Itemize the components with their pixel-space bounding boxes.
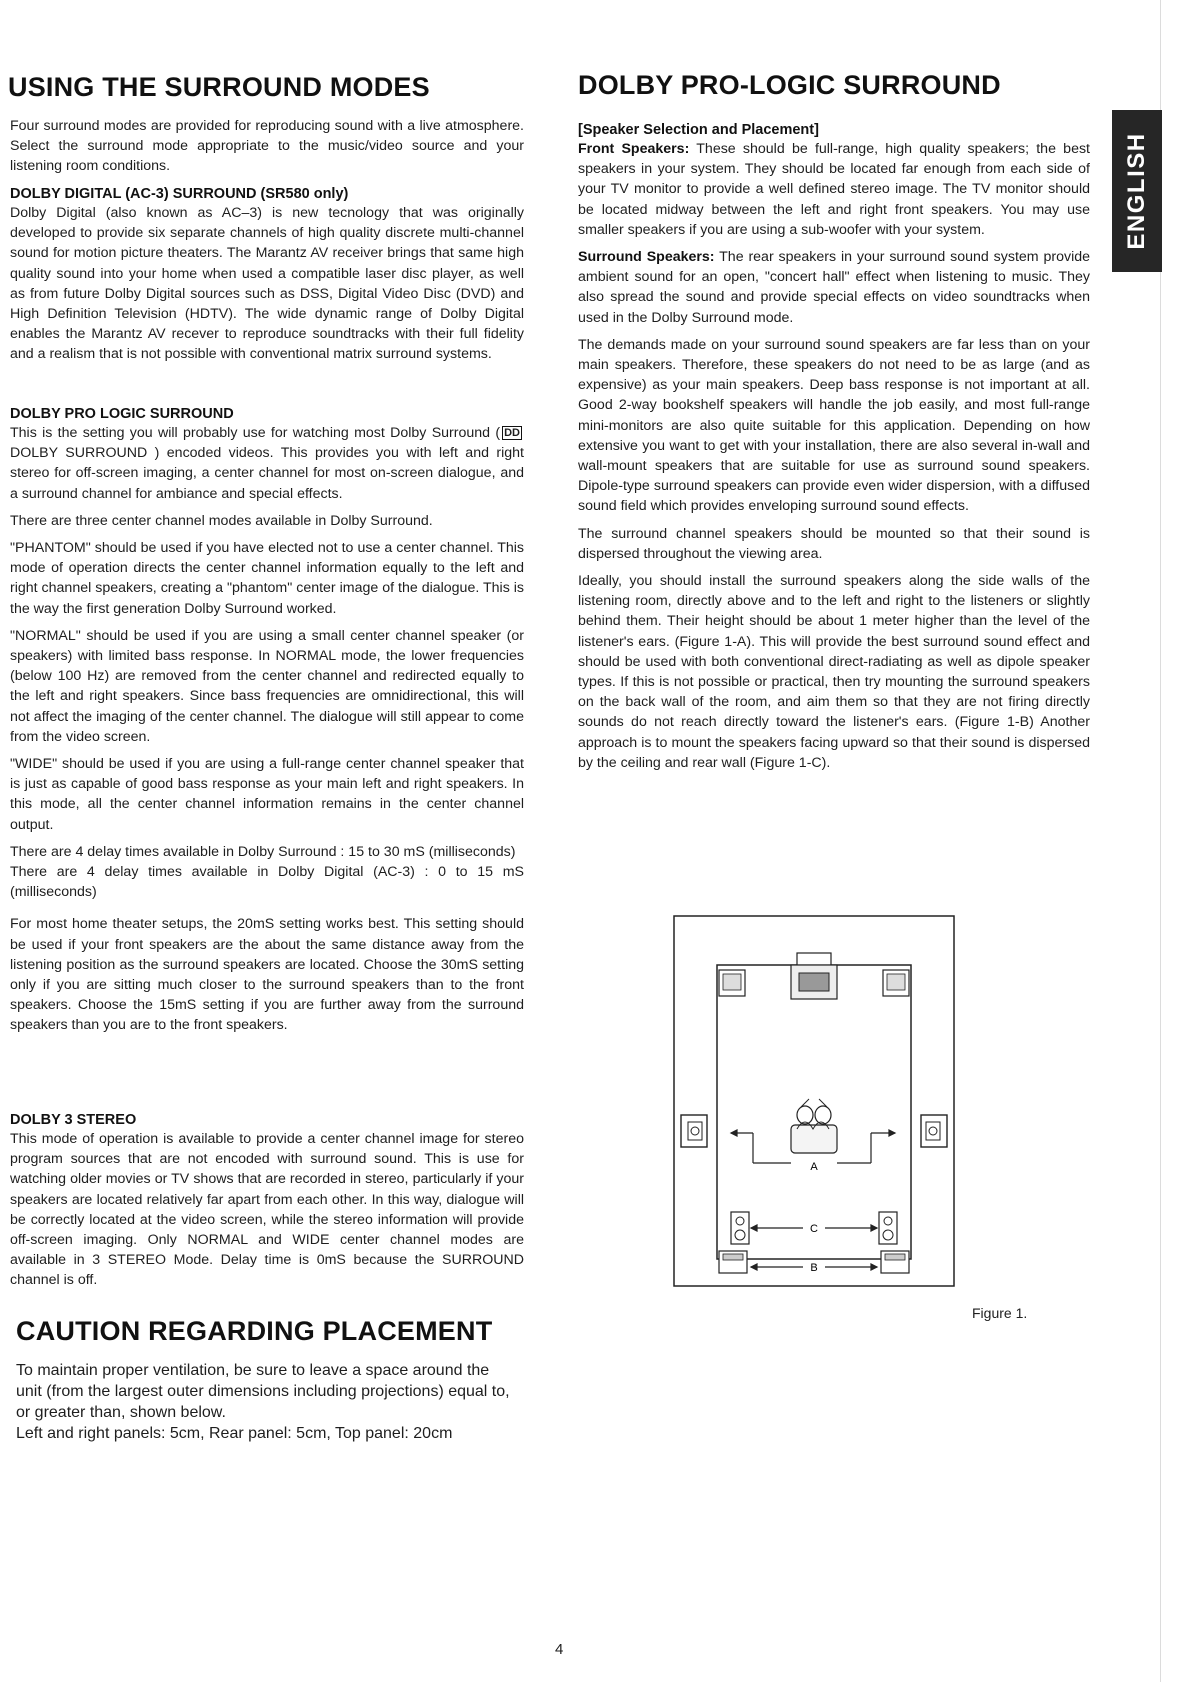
surround-speakers-lead: Surround Speakers: <box>578 249 715 266</box>
three-stereo-heading: DOLBY 3 STEREO <box>10 1112 137 1128</box>
front-left-speaker-icon <box>719 970 745 996</box>
surround-modes-title: USING THE SURROUND MODES <box>8 72 430 102</box>
caution-title: CAUTION REGARDING PLACEMENT <box>16 1316 493 1346</box>
figure-label-c: C <box>810 1223 818 1235</box>
ideal-placement-text: Ideally, you should install the surround speakers along the side walls of the listening room, directly above and to the left and right to the listeners or slightly behind them. Their height should be about 1 meter higher than the level of the listener's ears. (Figure 1-A). This will provide the best surround sound effect and should be used with both conventional direct-radiating as well as dipole speaker types. If this is not possible or practical, then try mounting the surround speakers on the back wall of the room, and aim them so that they are not firing directly sounds do not reach directly toward the listener's ears. (Figure 1-B) Another approach is to mount the speakers facing upward so that their sound is dispersed by the ceiling and rear wall (Figure 1-C). <box>578 573 1090 771</box>
delay-advice-text: For most home theater setups, the 20mS setting works best. This setting should be used if your front speakers are the about the same distance away from the listening position as the surround speakers are located. Choose the 30mS setting only if you are sitting much closer to the surround speakers than to the front speakers. Choose the 15mS setting if you are further away from the surround speakers than you are to the front speakers. <box>10 916 524 1034</box>
listener-icon <box>791 1099 837 1153</box>
three-stereo-text: This mode of operation is available to provide a center channel image for stereo program sources that are not encoded with surround sound. This is use for watching older movies or TV shows that are recorded in stereo, particularly if your speakers are located relatively far apart from each other. In this way, dialogue will be correctly located at the video screen, while the stereo information will provide off-screen imaging. Only NORMAL and WIDE center channel modes are available in 3 STEREO Mode. Delay time is 0mS because the SURROUND channel is off. <box>10 1131 524 1289</box>
front-speakers-body: These should be full-range, high quality speakers; the best speakers in your system. They should be located far enough from each side of your TV monitor to provide a well defined stereo image. The TV monitor should be located midway between the left and right front speakers. You may use smaller speakers if you are using a sub-woofer with your system. <box>578 141 1091 238</box>
dolby-digital-heading: DOLBY DIGITAL (AC-3) SURROUND (SR580 only) <box>10 186 349 202</box>
side-left-surround-speaker-icon <box>681 1115 707 1147</box>
speaker-placement-svg <box>673 915 955 1287</box>
upward-speaker-left-icon <box>719 1251 747 1273</box>
rear-wall-speaker-right-icon <box>879 1212 897 1244</box>
pro-logic-page-title: DOLBY PRO-LOGIC SURROUND <box>578 70 1001 100</box>
dolby-digital-text: Dolby Digital (also known as AC–3) is new tecnology that was originally developed to provide six separate channels of high quality discrete multi-channel sound for motion picture theaters. The Marantz AV receiver brings that same high quality sound into your home when used a compatible laser disc player, as well as from future Dolby Digital sources such as DSS, Digital Video Disc (DVD) and High Definition Television (HDTV). The wide dynamic range of Dolby Digital enables the Marantz AV recever to reproduce soundtracks with their full fidelity and a realism that is not possible with conventional matrix surround systems. <box>10 205 524 363</box>
figure-1-speaker-diagram <box>673 915 955 1287</box>
front-speakers-lead: Front Speakers: <box>578 141 690 157</box>
surround-speakers-body: The rear speakers in your surround sound system provide ambient sound for an open, "concert hall" effect when listening to music. They also spread the sound and provide special effects on video soundtracks when used in the Dolby Surround mode. <box>578 249 1090 326</box>
pro-logic-intro <box>10 423 524 504</box>
speaker-selection-heading: [Speaker Selection and Placement] <box>578 122 819 138</box>
rear-wall-speaker-left-icon <box>731 1212 749 1244</box>
normal-text: "NORMAL" should be used if you are using a small center channel speaker (or speakers) with limited bass response. In NORMAL mode, the lower frequencies (below 100 Hz) are removed from the center channel and redirected equally to the left and right speakers. Since bass frequencies are omnidirectional, this will not affect the imaging of the center channel. The dialogue will still appear to come from the video screen. <box>10 627 524 745</box>
center-modes-text: There are three center channel modes available in Dolby Surround. <box>10 512 433 529</box>
delay-digital-text: There are 4 delay times available in Dolby Digital (AC-3) : 0 to 15 mS (milliseconds) <box>10 864 524 901</box>
caution-section <box>16 1360 516 1444</box>
mounting-text: The surround channel speakers should be mounted so that their sound is dispersed throughout the viewing area. <box>578 525 1090 562</box>
caution-text: To maintain proper ventilation, be sure to leave a space around the unit (from the largest outer dimensions including projections) equal to, or greater than, shown below. <box>16 1362 510 1421</box>
three-stereo-section <box>10 1112 524 1298</box>
front-speakers-text <box>578 139 1090 240</box>
wide-text: "WIDE" should be used if you are using a full-range center channel speaker that is just as capable of good bass response as your main left and right speakers. In this mode, all the center channel information remains in the center channel output. <box>10 756 524 833</box>
tv-monitor-icon <box>791 953 837 999</box>
surround-modes-intro: Four surround modes are provided for reproducing sound with a live atmosphere. Select the surround mode appropriate to the music/video source and your listening room conditions. <box>10 118 524 175</box>
demands-text: The demands made on your surround sound speakers are far less than on your main speakers. Therefore, these speakers do not need to be as large (and as expensive) as your main speakers. Deep bass response is not important at all. Good 2-way bookshelf speakers will handle the job easily, and most full-range mini-monitors are also quite suitable for this application. Depending on how extensive you want to get with your installation, there are also several in-wall and wall-mount speakers that are suitable for use as surround sound speakers. Dipole-type surround speakers can provide even wider dispersion, with a diffused sound field which provides enveloping surround sound effects. <box>578 336 1090 515</box>
dolby-digital-section <box>10 186 524 372</box>
front-right-speaker-icon <box>883 970 909 996</box>
speaker-placement-section <box>578 122 1090 780</box>
english-tab-label: ENGLISH <box>1123 132 1150 250</box>
pro-logic-text-b: DOLBY SURROUND ) encoded videos. This provides you with left and right stereo for off-screen imaging, a center channel for most on-screen dialogue, and a surround channel for ambiance and special effects. <box>10 445 524 502</box>
phantom-text: "PHANTOM" should be used if you have elected not to use a center channel. This mode of operation directs the center channel information equally to the left and right channel speakers, creating a "phantom" center image of the dialogue. This is the way the first generation Dolby Surround worked. <box>10 540 524 617</box>
dolby-logo: DD <box>504 427 520 439</box>
caution-dimensions: Left and right panels: 5cm, Rear panel: 5cm, Top panel: 20cm <box>16 1425 453 1442</box>
english-language-tab <box>1112 110 1162 272</box>
side-right-surround-speaker-icon <box>921 1115 947 1147</box>
figure-label-a: A <box>810 1161 818 1173</box>
delay-surround-text: There are 4 delay times available in Dolby Surround : 15 to 30 mS (milliseconds) <box>10 843 516 860</box>
pro-logic-heading: DOLBY PRO LOGIC SURROUND <box>10 406 234 422</box>
surround-speakers-text <box>578 247 1090 328</box>
figure-label-b: B <box>810 1262 818 1274</box>
pro-logic-text-a: This is the setting you will probably use for watching most Dolby Surround ( <box>10 425 501 441</box>
upward-speaker-right-icon <box>881 1251 909 1273</box>
figure-caption: Figure 1. <box>972 1305 1028 1321</box>
page-number: 4 <box>555 1641 564 1658</box>
pro-logic-section <box>10 406 524 1043</box>
